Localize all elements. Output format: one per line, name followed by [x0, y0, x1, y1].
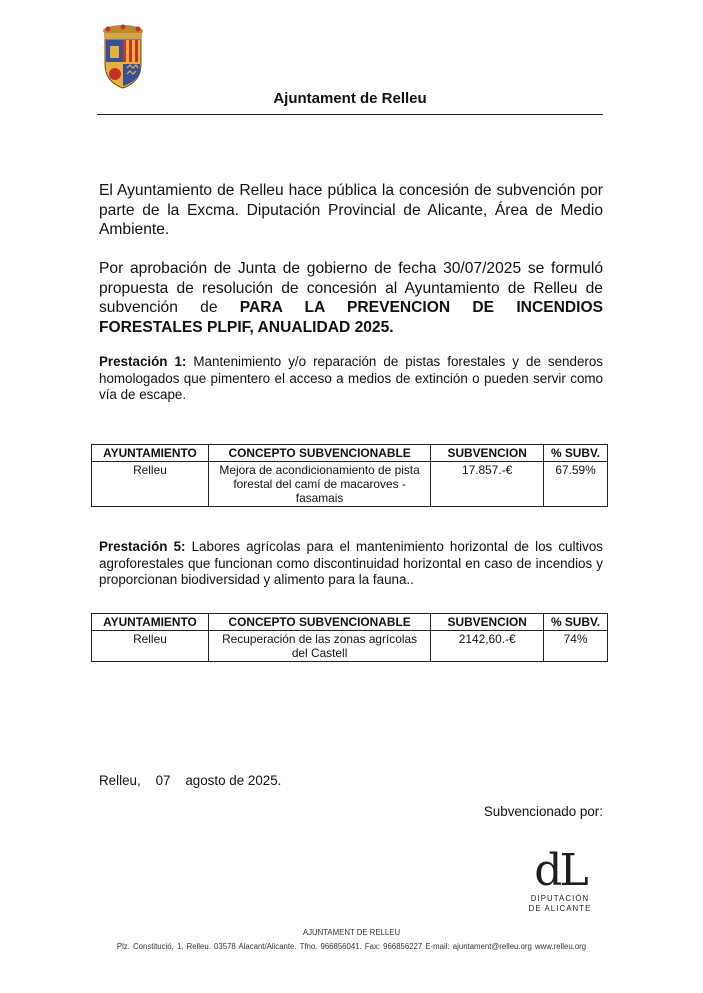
- subsidy-title: PARA LA PREVENCION DE INCENDIOS FORESTALES PLPIF, ANUALIDAD 2025.: [99, 299, 603, 336]
- header-concepto: CONCEPTO SUBVENCIONABLE: [208, 445, 430, 462]
- funded-by-label: Subvencionado por:: [483, 804, 603, 819]
- cell-concepto: Recuperación de las zonas agrícolas del Castell: [208, 631, 430, 662]
- cell-concepto: Mejora de acondicionamiento de pista forestal del camí de macaroves - fasamais: [208, 462, 430, 507]
- prestacion-1-paragraph: [99, 354, 603, 404]
- header-subvencion: SUBVENCION: [431, 445, 544, 462]
- cell-ayuntamiento: Relleu: [92, 462, 209, 507]
- prestacion-5-text: Labores agrícolas para el mantenimiento horizontal de los cultivos agroforestales que funcionan como discontinuidad horizontal en caso de incendios y proporcionan biodiversidad y alimento para la fauna..: [99, 539, 603, 587]
- subsidy-table-2: [91, 613, 608, 662]
- header-ayuntamiento: AYUNTAMIENTO: [92, 445, 209, 462]
- header-porcentaje: % SUBV.: [544, 445, 608, 462]
- prestacion-5-label: Prestación 5:: [99, 539, 186, 554]
- diputacion-logo-mark: dL: [534, 845, 586, 896]
- document-date: Relleu, 07 agosto de 2025.: [99, 773, 282, 788]
- header-subvencion: SUBVENCION: [431, 614, 544, 631]
- table-row: [92, 462, 608, 507]
- subsidy-table-1: [91, 444, 608, 507]
- header-title: Ajuntament de Relleu: [273, 90, 427, 107]
- cell-porcentaje: 74%: [544, 631, 608, 662]
- approval-text: Por aprobación de Junta de gobierno de fecha 30/07/2025 se formuló propuesta de resolución de concesión al Ayuntamiento de Relleu de subvención de: [99, 260, 603, 316]
- cell-subvencion: 2142,60.-€: [431, 631, 544, 662]
- approval-paragraph: [99, 259, 603, 337]
- table-header-row: [92, 614, 608, 631]
- cell-subvencion: 17.857.-€: [431, 462, 544, 507]
- header-concepto: CONCEPTO SUBVENCIONABLE: [208, 614, 430, 631]
- intro-paragraph: El Ayuntamiento de Relleu hace pública la concesión de subvención por parte de la Excma. Diputación Provincial de Alicante, Área de Medio Ambiente.: [99, 182, 603, 238]
- cell-ayuntamiento: Relleu: [92, 631, 209, 662]
- footer-entity: AJUNTAMENT DE RELLEU: [302, 928, 401, 937]
- header-divider: [97, 114, 603, 115]
- diputacion-logo-line1: DIPUTACIÓN: [530, 894, 590, 903]
- footer-contact: Plz. Constitució, 1, Relleu. 03578 Alacant/Alicante. Tfno. 966856041. Fax: 966856227 E-mail: ajuntament@relleu.org www.relleu.org: [116, 942, 587, 951]
- diputacion-logo-line2: DE ALICANTE: [528, 904, 592, 913]
- prestacion-1-text: Mantenimiento y/o reparación de pistas forestales y de senderos homologados que pimentero el acceso a medios de extinción o pueden servir como vía de escape.: [99, 354, 603, 402]
- diputacion-logo: [524, 845, 596, 914]
- coat-of-arms-icon: [100, 24, 146, 90]
- cell-porcentaje: 67.59%: [544, 462, 608, 507]
- header-ayuntamiento: AYUNTAMIENTO: [92, 614, 209, 631]
- header-porcentaje: % SUBV.: [544, 614, 608, 631]
- table-row: [92, 631, 608, 662]
- prestacion-5-paragraph: [99, 539, 603, 589]
- table-header-row: [92, 445, 608, 462]
- prestacion-1-label: Prestación 1:: [99, 354, 187, 369]
